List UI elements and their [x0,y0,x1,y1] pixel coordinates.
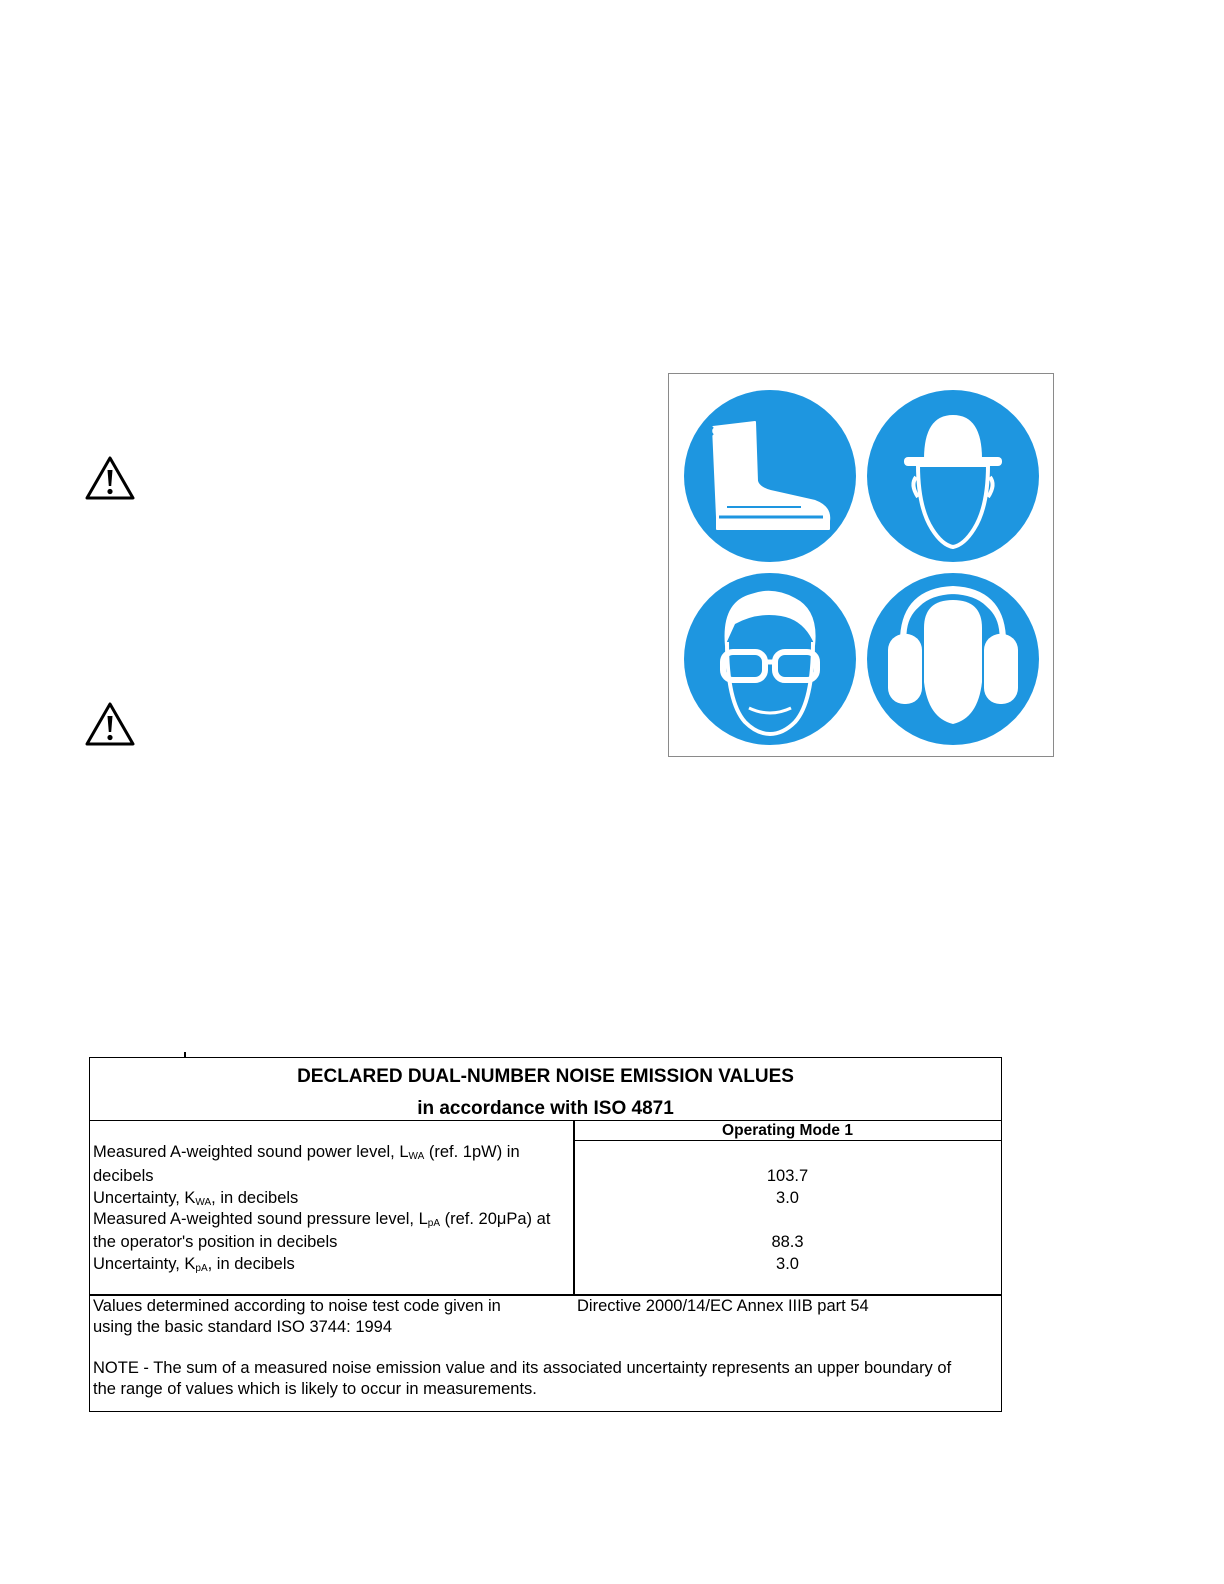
hard-hat-icon [866,389,1040,563]
note-line2: the range of values which is likely to occur in measurements. [93,1380,537,1398]
table-subtitle: in accordance with ISO 4871 [417,1098,674,1119]
safety-boots-icon [683,389,857,563]
kwa-value: 3.0 [776,1189,799,1207]
ppe-signs-panel [668,373,1054,757]
table-header [90,1058,1001,1121]
determined-text-line1: Values determined according to noise test code given in [93,1297,501,1315]
lpa-label-line2: the operator's position in decibels [93,1233,338,1251]
directive-text: Directive 2000/14/EC Annex IIIB part 54 [577,1297,869,1315]
warning-triangle-icon [84,455,136,501]
lwa-value: 103.7 [766,1167,809,1185]
kpa-value: 3.0 [776,1255,799,1273]
determined-text-line2: using the basic standard ISO 3744: 1994 [93,1318,393,1336]
safety-goggles-icon [683,572,857,746]
warning-triangle-icon [84,701,136,747]
lwa-label-line2: decibels [93,1167,154,1185]
kpa-label: Uncertainty, $K_{pA}$, in decibels [93,1255,295,1274]
note-line1: NOTE - The sum of a measured noise emission value and its associated uncertainty represents an upper boundary of [93,1359,952,1377]
lpa-label-line1: Measured A-weighted sound pressure level, $L_{pA}$ (ref. 20μPa) at [93,1210,551,1229]
lwa-label-line1: Measured A-weighted sound power level, $L_{WA}$ (ref. 1pW) in [93,1143,520,1162]
operating-mode-header: Operating Mode 1 [574,1121,1001,1141]
table-title: DECLARED DUAL-NUMBER NOISE EMISSION VALUES [297,1066,794,1087]
lpa-value: 88.3 [771,1233,804,1251]
kwa-label: Uncertainty, $K_{WA}$, in decibels [93,1189,299,1208]
ear-protection-icon [866,572,1040,746]
noise-emission-table [89,1057,1002,1412]
